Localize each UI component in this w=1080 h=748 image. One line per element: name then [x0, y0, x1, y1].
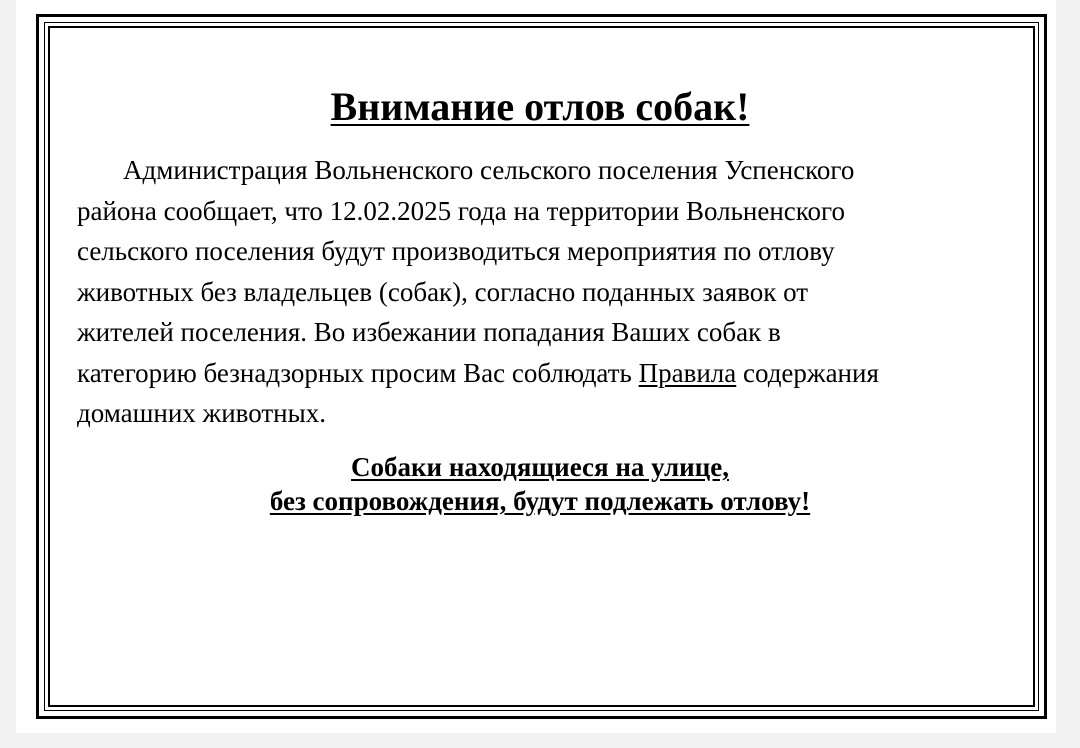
paragraph-line: домашних животных. [77, 398, 326, 428]
paragraph-line: Администрация Вольненского сельского поселения Успенского [123, 155, 855, 185]
rules-link[interactable]: Правила [638, 357, 737, 388]
paragraph-line: жителей поселения. Во избежании попадания Ваших собак в [77, 317, 781, 347]
paragraph-line-start: категорию безнадзорных просим Вас соблюдать [77, 357, 639, 388]
paragraph-line-end: содержания [736, 357, 879, 388]
notice-paragraph [77, 150, 997, 434]
paragraph-line [77, 353, 997, 394]
warning-block [0, 450, 1080, 518]
paragraph-line: животных без владельцев (собак), согласно поданных заявок от [77, 276, 809, 307]
paragraph-line: района сообщает, что 12.02.2025 года на территории Вольненского [77, 195, 845, 226]
notice-title [0, 79, 1080, 135]
warning-line-1: Собаки находящиеся на улице, [350, 452, 729, 482]
paragraph-line: сельского поселения будут производиться мероприятия по отлову [77, 236, 835, 266]
warning-line-2: без сопровождения, будут подлежать отлову! [269, 486, 811, 516]
notice-title-text: Внимание отлов собак! [330, 84, 750, 129]
